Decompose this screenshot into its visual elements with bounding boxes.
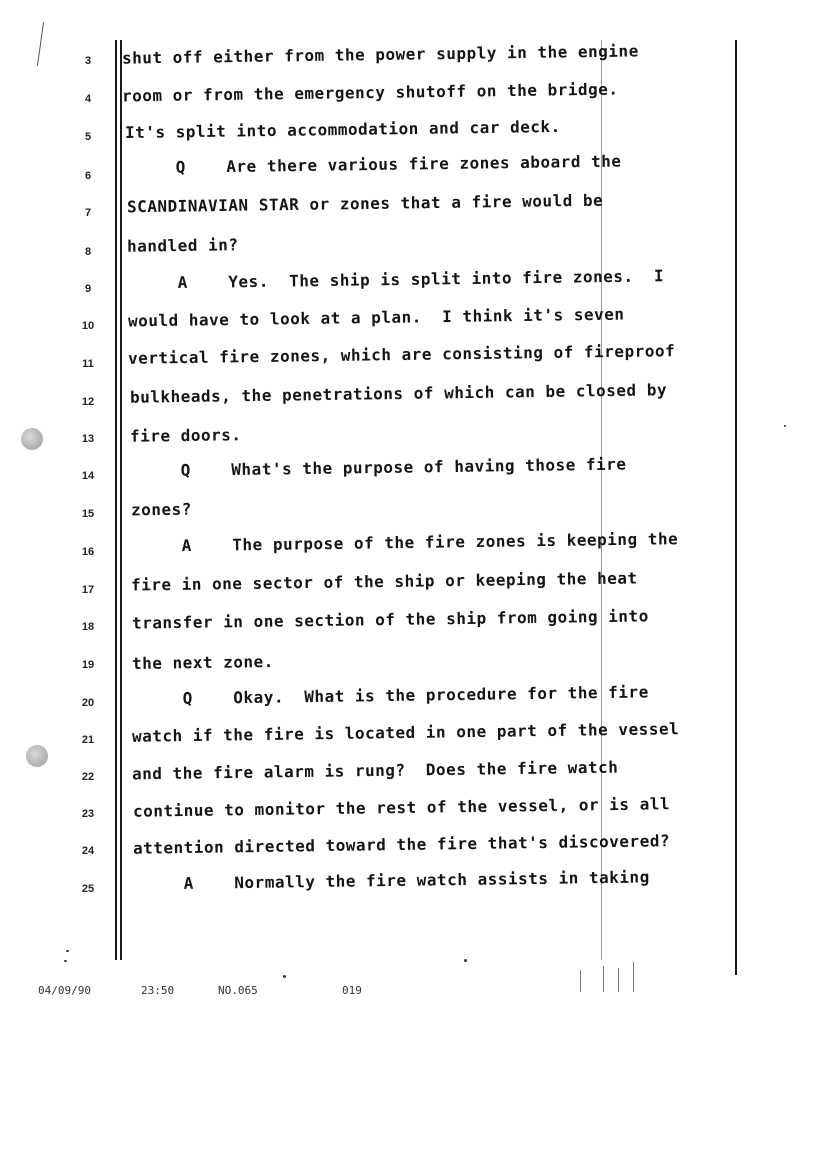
transcript-line: shut off either from the power supply in the engine bbox=[121, 41, 639, 68]
transcript-line: Q Okay. What is the procedure for the fire bbox=[131, 682, 649, 709]
transcript-line: would have to look at a plan. I think it's seven bbox=[127, 304, 625, 331]
transcript-line: room or from the emergency shutoff on the bridge. bbox=[121, 79, 619, 106]
line-number: 20 bbox=[81, 697, 95, 709]
transcript-line: A Yes. The ship is split into fire zones. I bbox=[126, 266, 665, 293]
footer-tick bbox=[580, 970, 581, 992]
line-number: 6 bbox=[84, 170, 92, 182]
scan-speck bbox=[784, 425, 786, 427]
transcript-line: watch if the fire is located in one part of the vessel bbox=[131, 719, 680, 746]
transcript-line: Q What's the purpose of having those fire bbox=[129, 454, 627, 481]
scan-speck bbox=[464, 959, 467, 962]
transcript-line: SCANDINAVIAN STAR or zones that a fire would be bbox=[126, 190, 604, 217]
corner-scratch bbox=[37, 22, 44, 66]
line-number: 15 bbox=[81, 508, 95, 520]
transcript-line: Q Are there various fire zones aboard the bbox=[124, 151, 622, 178]
punch-hole-bottom bbox=[26, 745, 48, 767]
transcript-line: transfer in one section of the ship from going into bbox=[131, 606, 649, 633]
transcript-line: A Normally the fire watch assists in taking bbox=[132, 867, 650, 894]
transcript-line: zones? bbox=[130, 499, 192, 520]
transcript-line: the next zone. bbox=[131, 652, 274, 673]
line-number: 8 bbox=[84, 246, 92, 258]
transcript-line: vertical fire zones, which are consisting of fireproof bbox=[127, 341, 676, 368]
line-number: 12 bbox=[81, 396, 95, 408]
footer-tick bbox=[618, 968, 619, 992]
transcript-line: continue to monitor the rest of the vessel, or is all bbox=[132, 794, 671, 821]
fax-time: 23:50 bbox=[141, 984, 175, 997]
line-number: 3 bbox=[84, 55, 92, 67]
scan-speck bbox=[66, 950, 69, 952]
transcript-line: fire doors. bbox=[129, 425, 242, 446]
line-number: 24 bbox=[81, 845, 95, 857]
left-margin-rule-inner bbox=[120, 40, 122, 960]
line-number: 25 bbox=[81, 883, 95, 895]
line-number: 9 bbox=[84, 283, 92, 295]
transcript-line: handled in? bbox=[126, 235, 239, 256]
line-number: 17 bbox=[81, 584, 95, 596]
line-number: 23 bbox=[81, 808, 95, 820]
footer-tick bbox=[603, 966, 604, 992]
transcript-line: bulkheads, the penetrations of which can be closed by bbox=[129, 380, 668, 407]
fold-crease bbox=[601, 40, 602, 960]
transcript-line: and the fire alarm is rung? Does the fire watch bbox=[131, 757, 619, 784]
transcript-line: attention directed toward the fire that's discovered? bbox=[132, 831, 671, 858]
scan-speck bbox=[283, 975, 286, 978]
fax-number: NO.065 bbox=[218, 984, 258, 997]
line-number: 10 bbox=[81, 320, 95, 332]
line-number: 22 bbox=[81, 771, 95, 783]
line-number: 18 bbox=[81, 621, 95, 633]
line-number: 11 bbox=[82, 358, 94, 370]
line-number: 19 bbox=[81, 659, 95, 671]
transcript-line: fire in one sector of the ship or keeping the heat bbox=[130, 568, 638, 595]
fax-date: 04/09/90 bbox=[38, 984, 91, 997]
line-number: 5 bbox=[84, 131, 92, 143]
right-margin-rule bbox=[735, 40, 737, 975]
punch-hole-top bbox=[21, 428, 43, 450]
line-number: 14 bbox=[81, 470, 95, 482]
line-number: 13 bbox=[81, 433, 95, 445]
line-number: 7 bbox=[84, 207, 92, 219]
fax-page: 019 bbox=[342, 984, 362, 997]
transcript-line: It's split into accommodation and car deck. bbox=[124, 116, 561, 143]
footer-tick bbox=[633, 962, 634, 992]
line-number: 16 bbox=[81, 546, 95, 558]
line-number: 4 bbox=[84, 93, 92, 105]
line-number: 21 bbox=[81, 734, 95, 746]
scan-speck bbox=[64, 960, 67, 962]
transcript-line: A The purpose of the fire zones is keeping the bbox=[130, 529, 679, 556]
left-margin-rule-outer bbox=[115, 40, 117, 960]
